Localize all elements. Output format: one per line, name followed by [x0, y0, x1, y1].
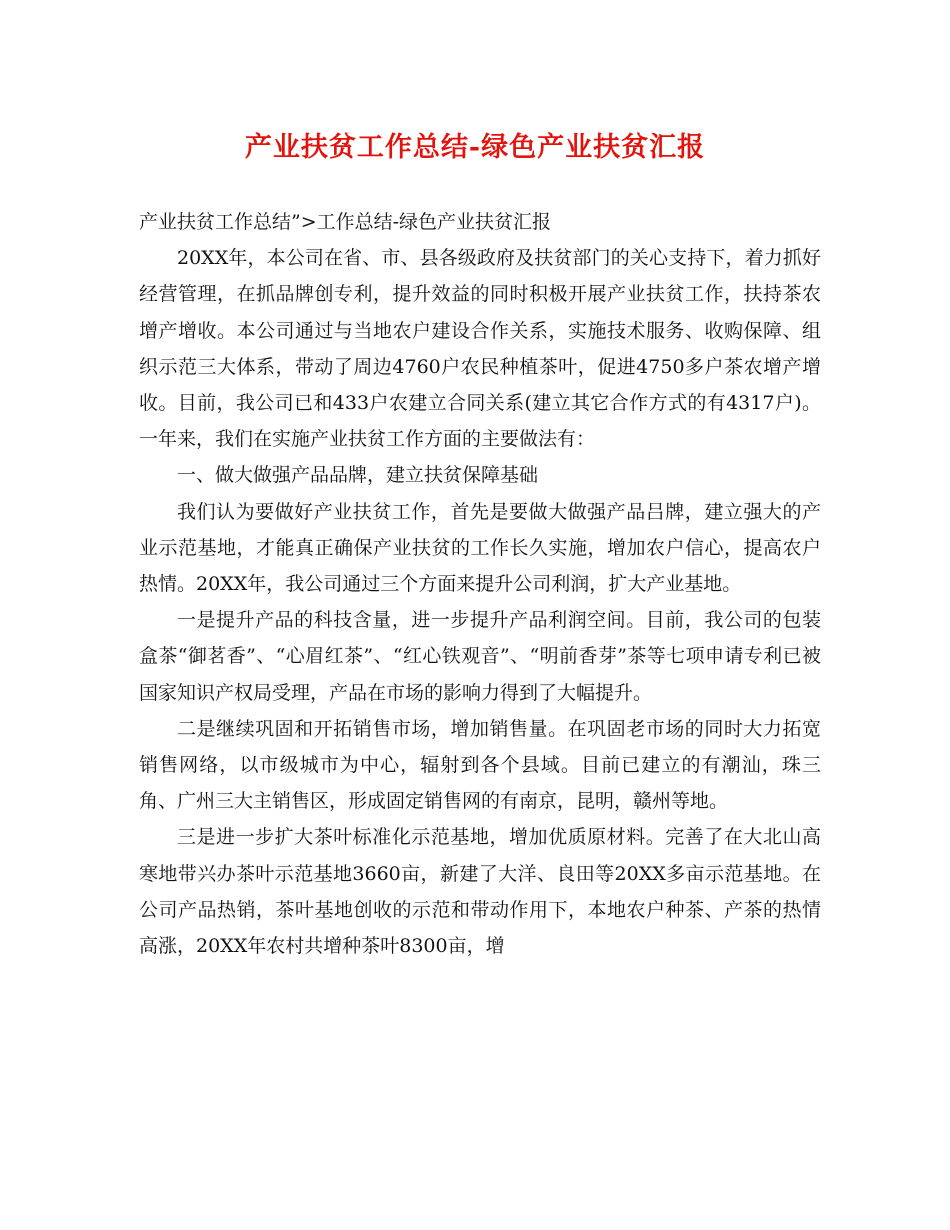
- document-title: 产业扶贫工作总结-绿色产业扶贫汇报: [244, 132, 706, 163]
- breadcrumb-line: 产业扶贫工作总结”>工作总结-绿色产业扶贫汇报: [139, 211, 552, 233]
- paragraph-point-one: 一是提升产品的科技含量，进一步提升产品利润空间。目前，我公司的包装盒茶“御茗香”、“心眉红茶”、“红心铁观音”、“明前香芽”茶等七项申请专利已被国家知识产权局受理，产品在市场的影响力得到了大幅提升。: [139, 609, 821, 704]
- paragraph-point-three: 三是进一步扩大茶叶标准化示范基地，增加优质原材料。完善了在大北山高寒地带兴办茶叶示范基地3660亩，新建了大洋、良田等20XX多亩示范基地。在公司产品热销，茶叶基地创收的示范和带动作用下，本地农户种茶、产茶的热情高涨，20XX年农村共增种茶叶8300亩，增: [139, 826, 821, 958]
- paragraph-intro: 20XX年，本公司在省、市、县各级政府及扶贫部门的关心支持下，着力抓好经营管理，在抓品牌创专利，提升效益的同时积极开展产业扶贫工作，扶持茶农增产增收。本公司通过与当地农户建设合作关系，实施技术服务、收购保障、组织示范三大体系，带动了周边4760户农民种植茶叶，促进4750多户茶农增产增收。目前，我公司已和433户农建立合同关系(建立其它合作方式的有4317户)。一年来，我们在实施产业扶贫工作方面的主要做法有：: [139, 247, 821, 451]
- section-heading: 一、做大做强产品品牌，建立扶贫保障基础: [177, 464, 539, 487]
- paragraph-point-two: 二是继续巩固和开拓销售市场，增加销售量。在巩固老市场的同时大力拓宽销售网络，以市级城市为中心，辐射到各个县域。目前已建立的有潮汕，珠三角、广州三大主销售区，形成固定销售网的有南京，昆明，赣州等地。: [139, 717, 821, 813]
- paragraph-strategy: 我们认为要做好产业扶贫工作，首先是要做大做强产品吕牌，建立强大的产业示范基地，才能真正确保产业扶贫的工作长久实施，增加农户信心，提高农户热情。20XX年，我公司通过三个方面来提升公司利润，扩大产业基地。: [139, 500, 821, 596]
- document-body: [139, 204, 821, 964]
